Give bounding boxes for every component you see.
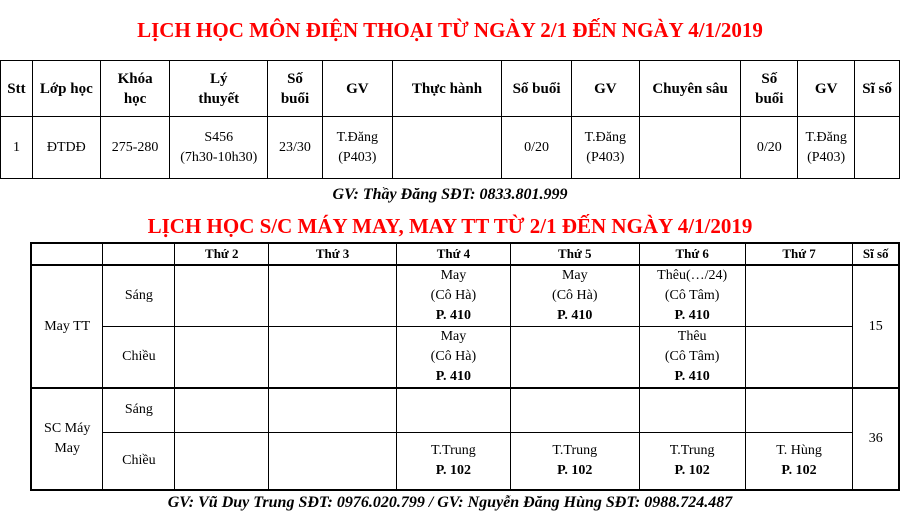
schedule-cell — [510, 327, 639, 389]
schedule-cell — [269, 265, 397, 327]
schedule-cell — [269, 327, 397, 389]
header-thu-2: Thứ 2 — [175, 243, 269, 265]
header-lop-hoc: Lớp học — [32, 61, 100, 117]
header-thu-4: Thứ 4 — [396, 243, 510, 265]
schedule-cell — [269, 432, 397, 490]
schedule-cell — [175, 388, 269, 432]
schedule-cell: May (Cô Hà) P. 410 — [396, 327, 510, 389]
schedule-cell — [175, 265, 269, 327]
header-group — [31, 243, 103, 265]
cell-so-buoi-3: 0/20 — [741, 117, 798, 179]
cell-si-so — [855, 117, 900, 179]
session-label: Chiều — [103, 432, 175, 490]
cell-so-buoi-2: 0/20 — [502, 117, 572, 179]
cell-so-buoi: 23/30 — [268, 117, 323, 179]
header-chuyen-sau: Chuyên sâu — [639, 61, 741, 117]
table-row — [31, 265, 899, 327]
cell-gv: T.Đăng (P403) — [322, 117, 392, 179]
cell-thuc-hanh — [392, 117, 501, 179]
cell-khoa-hoc: 275-280 — [100, 117, 170, 179]
header-si-so: Sĩ số — [853, 243, 899, 265]
cell-stt: 1 — [1, 117, 33, 179]
cell-ly-thuyet: S456 (7h30-10h30) — [170, 117, 268, 179]
header-ly-thuyet: Lý thuyết — [170, 61, 268, 117]
header-so-buoi: Số buổi — [268, 61, 323, 117]
header-thu-3: Thứ 3 — [269, 243, 397, 265]
header-so-buoi-3: Số buổi — [741, 61, 798, 117]
schedule-cell — [269, 388, 397, 432]
header-gv: GV — [322, 61, 392, 117]
header-thu-6: Thứ 6 — [639, 243, 745, 265]
header-thuc-hanh: Thực hành — [392, 61, 501, 117]
session-label: Sáng — [103, 265, 175, 327]
table-row — [1, 117, 900, 179]
table-header-row — [1, 61, 900, 117]
cell-gv-2: T.Đăng (P403) — [571, 117, 639, 179]
table-header-row — [31, 243, 899, 265]
schedule-cell — [510, 388, 639, 432]
si-so-may-tt: 15 — [853, 265, 899, 388]
table-row — [31, 327, 899, 389]
cell-gv-3: T.Đăng (P403) — [798, 117, 855, 179]
schedule-cell: May (Cô Hà) P. 410 — [510, 265, 639, 327]
session-label: Sáng — [103, 388, 175, 432]
cell-chuyen-sau — [639, 117, 741, 179]
schedule-cell: Thêu(…/24) (Cô Tâm) P. 410 — [639, 265, 745, 327]
schedule-cell: T.Trung P. 102 — [396, 432, 510, 490]
table-row — [31, 388, 899, 432]
schedule-cell: T.Trung P. 102 — [639, 432, 745, 490]
si-so-sc-may-may: 36 — [853, 388, 899, 490]
header-so-buoi-2: Số buổi — [502, 61, 572, 117]
schedule2-footer: GV: Vũ Duy Trung SĐT: 0976.020.799 / GV: Nguyễn Đăng Hùng SĐT: 0988.724.487 — [167, 494, 733, 511]
schedule2-title: LỊCH HỌC S/C MÁY MAY, MAY TT TỪ 2/1 ĐẾN NGÀY 4/1/2019 — [147, 214, 753, 238]
group-name-sc-may-may: SC Máy May — [31, 388, 103, 490]
header-gv-3: GV — [798, 61, 855, 117]
schedule-cell — [745, 388, 853, 432]
schedule-cell: T.Trung P. 102 — [510, 432, 639, 490]
schedule-cell — [745, 327, 853, 389]
cell-lop-hoc: ĐTDĐ — [32, 117, 100, 179]
header-si-so: Sĩ số — [855, 61, 900, 117]
phone-course-table — [0, 60, 900, 179]
table-row — [31, 432, 899, 490]
header-gv-2: GV — [571, 61, 639, 117]
header-stt: Stt — [1, 61, 33, 117]
schedule-cell — [175, 432, 269, 490]
schedule-cell: Thêu (Cô Tâm) P. 410 — [639, 327, 745, 389]
schedule-cell: T. Hùng P. 102 — [745, 432, 853, 490]
schedule-cell — [745, 265, 853, 327]
header-thu-5: Thứ 5 — [510, 243, 639, 265]
header-session — [103, 243, 175, 265]
header-thu-7: Thứ 7 — [745, 243, 853, 265]
group-name-may-tt: May TT — [31, 265, 103, 388]
schedule1-title: LỊCH HỌC MÔN ĐIỆN THOẠI TỪ NGÀY 2/1 ĐẾN NGÀY 4/1/2019 — [137, 18, 763, 42]
schedule-cell — [175, 327, 269, 389]
schedule-cell — [639, 388, 745, 432]
header-khoa-hoc: Khóa học — [100, 61, 170, 117]
sewing-course-table — [30, 242, 900, 491]
schedule1-footer: GV: Thầy Đăng SĐT: 0833.801.999 — [332, 186, 568, 203]
session-label: Chiều — [103, 327, 175, 389]
schedule-cell: May (Cô Hà) P. 410 — [396, 265, 510, 327]
schedule-cell — [396, 388, 510, 432]
